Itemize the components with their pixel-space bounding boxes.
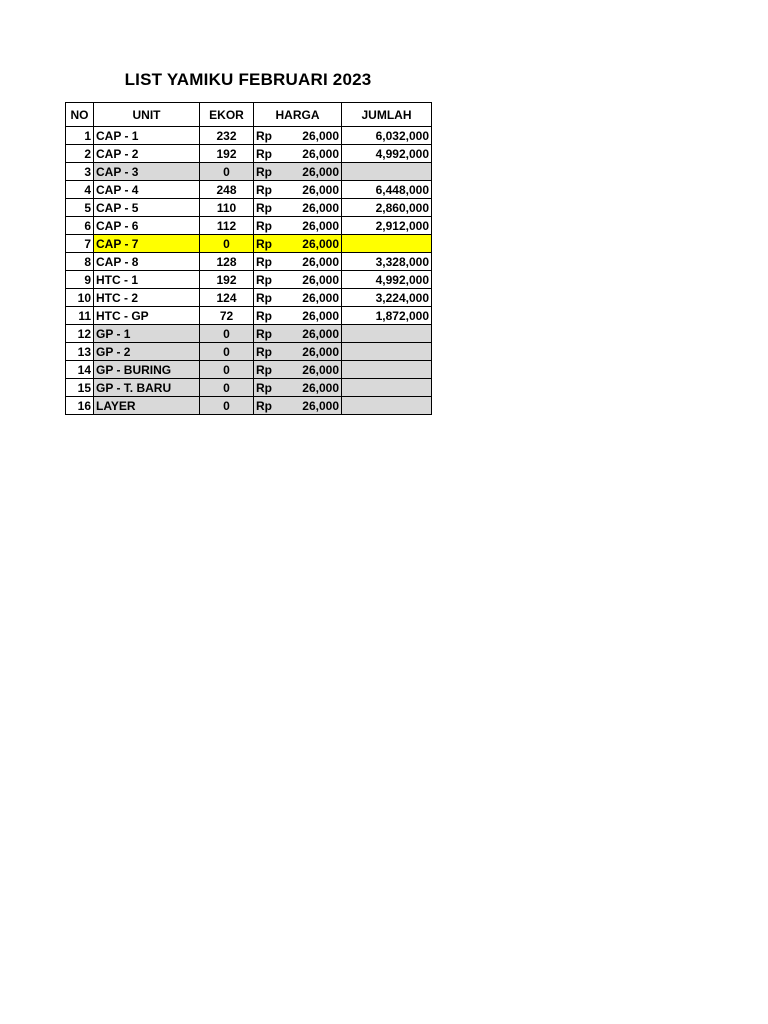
cell-ekor: 192	[200, 145, 254, 163]
header-row	[66, 103, 432, 127]
table-row	[66, 271, 432, 289]
cell-no: 2	[66, 145, 94, 163]
cell-unit: GP - 2	[94, 343, 200, 361]
header-jumlah: JUMLAH	[342, 103, 432, 127]
table-row	[66, 343, 432, 361]
table-row	[66, 181, 432, 199]
cell-unit: GP - BURING	[94, 361, 200, 379]
currency-label: Rp	[256, 290, 272, 305]
harga-value: 26,000	[302, 290, 339, 305]
currency-label: Rp	[256, 398, 272, 413]
cell-ekor: 0	[200, 325, 254, 343]
cell-no: 13	[66, 343, 94, 361]
harga-value: 26,000	[302, 200, 339, 215]
cell-harga	[254, 397, 342, 415]
cell-ekor: 192	[200, 271, 254, 289]
cell-no: 12	[66, 325, 94, 343]
cell-unit: CAP - 3	[94, 163, 200, 181]
cell-jumlah: 6,448,000	[342, 181, 432, 199]
sheet-title: LIST YAMIKU FEBRUARI 2023	[124, 70, 372, 89]
cell-no: 1	[66, 127, 94, 145]
cell-harga	[254, 181, 342, 199]
cell-harga	[254, 361, 342, 379]
table-row	[66, 361, 432, 379]
currency-label: Rp	[256, 200, 272, 215]
cell-no: 9	[66, 271, 94, 289]
cell-harga	[254, 325, 342, 343]
currency-label: Rp	[256, 218, 272, 233]
cell-no: 10	[66, 289, 94, 307]
currency-label: Rp	[256, 308, 272, 323]
cell-no: 6	[66, 217, 94, 235]
currency-label: Rp	[256, 326, 272, 341]
cell-ekor: 124	[200, 289, 254, 307]
harga-value: 26,000	[302, 128, 339, 143]
cell-ekor: 248	[200, 181, 254, 199]
cell-jumlah: 2,860,000	[342, 199, 432, 217]
currency-label: Rp	[256, 236, 272, 251]
harga-value: 26,000	[302, 146, 339, 161]
currency-label: Rp	[256, 362, 272, 377]
cell-jumlah: 3,328,000	[342, 253, 432, 271]
header-no: NO	[66, 103, 94, 127]
cell-harga	[254, 289, 342, 307]
cell-harga	[254, 127, 342, 145]
table-row	[66, 217, 432, 235]
table-row	[66, 145, 432, 163]
cell-unit: CAP - 8	[94, 253, 200, 271]
cell-ekor: 232	[200, 127, 254, 145]
header-ekor: EKOR	[200, 103, 254, 127]
cell-harga	[254, 253, 342, 271]
cell-harga	[254, 145, 342, 163]
header-unit: UNIT	[94, 103, 200, 127]
table-row	[66, 307, 432, 325]
harga-value: 26,000	[302, 380, 339, 395]
cell-no: 5	[66, 199, 94, 217]
cell-no: 7	[66, 235, 94, 253]
currency-label: Rp	[256, 128, 272, 143]
cell-ekor: 0	[200, 397, 254, 415]
header-harga: HARGA	[254, 103, 342, 127]
table-row	[66, 379, 432, 397]
cell-jumlah: 3,224,000	[342, 289, 432, 307]
cell-jumlah	[342, 379, 432, 397]
table-row	[66, 253, 432, 271]
harga-value: 26,000	[302, 362, 339, 377]
cell-jumlah: 4,992,000	[342, 271, 432, 289]
cell-harga	[254, 271, 342, 289]
table-row	[66, 163, 432, 181]
cell-ekor: 112	[200, 217, 254, 235]
cell-jumlah: 6,032,000	[342, 127, 432, 145]
cell-harga	[254, 235, 342, 253]
cell-harga	[254, 199, 342, 217]
cell-unit: HTC - 1	[94, 271, 200, 289]
cell-harga	[254, 379, 342, 397]
currency-label: Rp	[256, 146, 272, 161]
cell-jumlah: 1,872,000	[342, 307, 432, 325]
cell-ekor: 0	[200, 163, 254, 181]
cell-unit: CAP - 4	[94, 181, 200, 199]
cell-harga	[254, 163, 342, 181]
cell-unit: CAP - 7	[94, 235, 200, 253]
currency-label: Rp	[256, 164, 272, 179]
yamiku-list-table	[65, 102, 432, 415]
cell-no: 8	[66, 253, 94, 271]
harga-value: 26,000	[302, 308, 339, 323]
cell-jumlah: 2,912,000	[342, 217, 432, 235]
harga-value: 26,000	[302, 218, 339, 233]
cell-unit: GP - T. BARU	[94, 379, 200, 397]
cell-unit: HTC - 2	[94, 289, 200, 307]
cell-harga	[254, 343, 342, 361]
cell-unit: CAP - 1	[94, 127, 200, 145]
currency-label: Rp	[256, 380, 272, 395]
cell-jumlah	[342, 325, 432, 343]
table-row	[66, 235, 432, 253]
cell-no: 16	[66, 397, 94, 415]
cell-jumlah	[342, 343, 432, 361]
cell-ekor: 0	[200, 361, 254, 379]
cell-ekor: 0	[200, 235, 254, 253]
harga-value: 26,000	[302, 326, 339, 341]
cell-unit: CAP - 6	[94, 217, 200, 235]
harga-value: 26,000	[302, 398, 339, 413]
table-row	[66, 199, 432, 217]
cell-no: 3	[66, 163, 94, 181]
cell-unit: CAP - 2	[94, 145, 200, 163]
table-row	[66, 397, 432, 415]
harga-value: 26,000	[302, 236, 339, 251]
cell-jumlah	[342, 397, 432, 415]
cell-ekor: 0	[200, 379, 254, 397]
harga-value: 26,000	[302, 164, 339, 179]
cell-no: 11	[66, 307, 94, 325]
table-row	[66, 289, 432, 307]
harga-value: 26,000	[302, 272, 339, 287]
cell-ekor: 0	[200, 343, 254, 361]
currency-label: Rp	[256, 182, 272, 197]
table-row	[66, 127, 432, 145]
cell-harga	[254, 307, 342, 325]
cell-jumlah	[342, 163, 432, 181]
cell-ekor: 128	[200, 253, 254, 271]
cell-no: 15	[66, 379, 94, 397]
cell-jumlah	[342, 361, 432, 379]
cell-unit: CAP - 5	[94, 199, 200, 217]
table-row	[66, 325, 432, 343]
cell-unit: LAYER	[94, 397, 200, 415]
cell-no: 4	[66, 181, 94, 199]
currency-label: Rp	[256, 254, 272, 269]
currency-label: Rp	[256, 344, 272, 359]
cell-ekor: 72	[200, 307, 254, 325]
currency-label: Rp	[256, 272, 272, 287]
harga-value: 26,000	[302, 254, 339, 269]
cell-ekor: 110	[200, 199, 254, 217]
harga-value: 26,000	[302, 344, 339, 359]
cell-no: 14	[66, 361, 94, 379]
cell-unit: GP - 1	[94, 325, 200, 343]
cell-jumlah	[342, 235, 432, 253]
cell-jumlah: 4,992,000	[342, 145, 432, 163]
cell-unit: HTC - GP	[94, 307, 200, 325]
cell-harga	[254, 217, 342, 235]
harga-value: 26,000	[302, 182, 339, 197]
